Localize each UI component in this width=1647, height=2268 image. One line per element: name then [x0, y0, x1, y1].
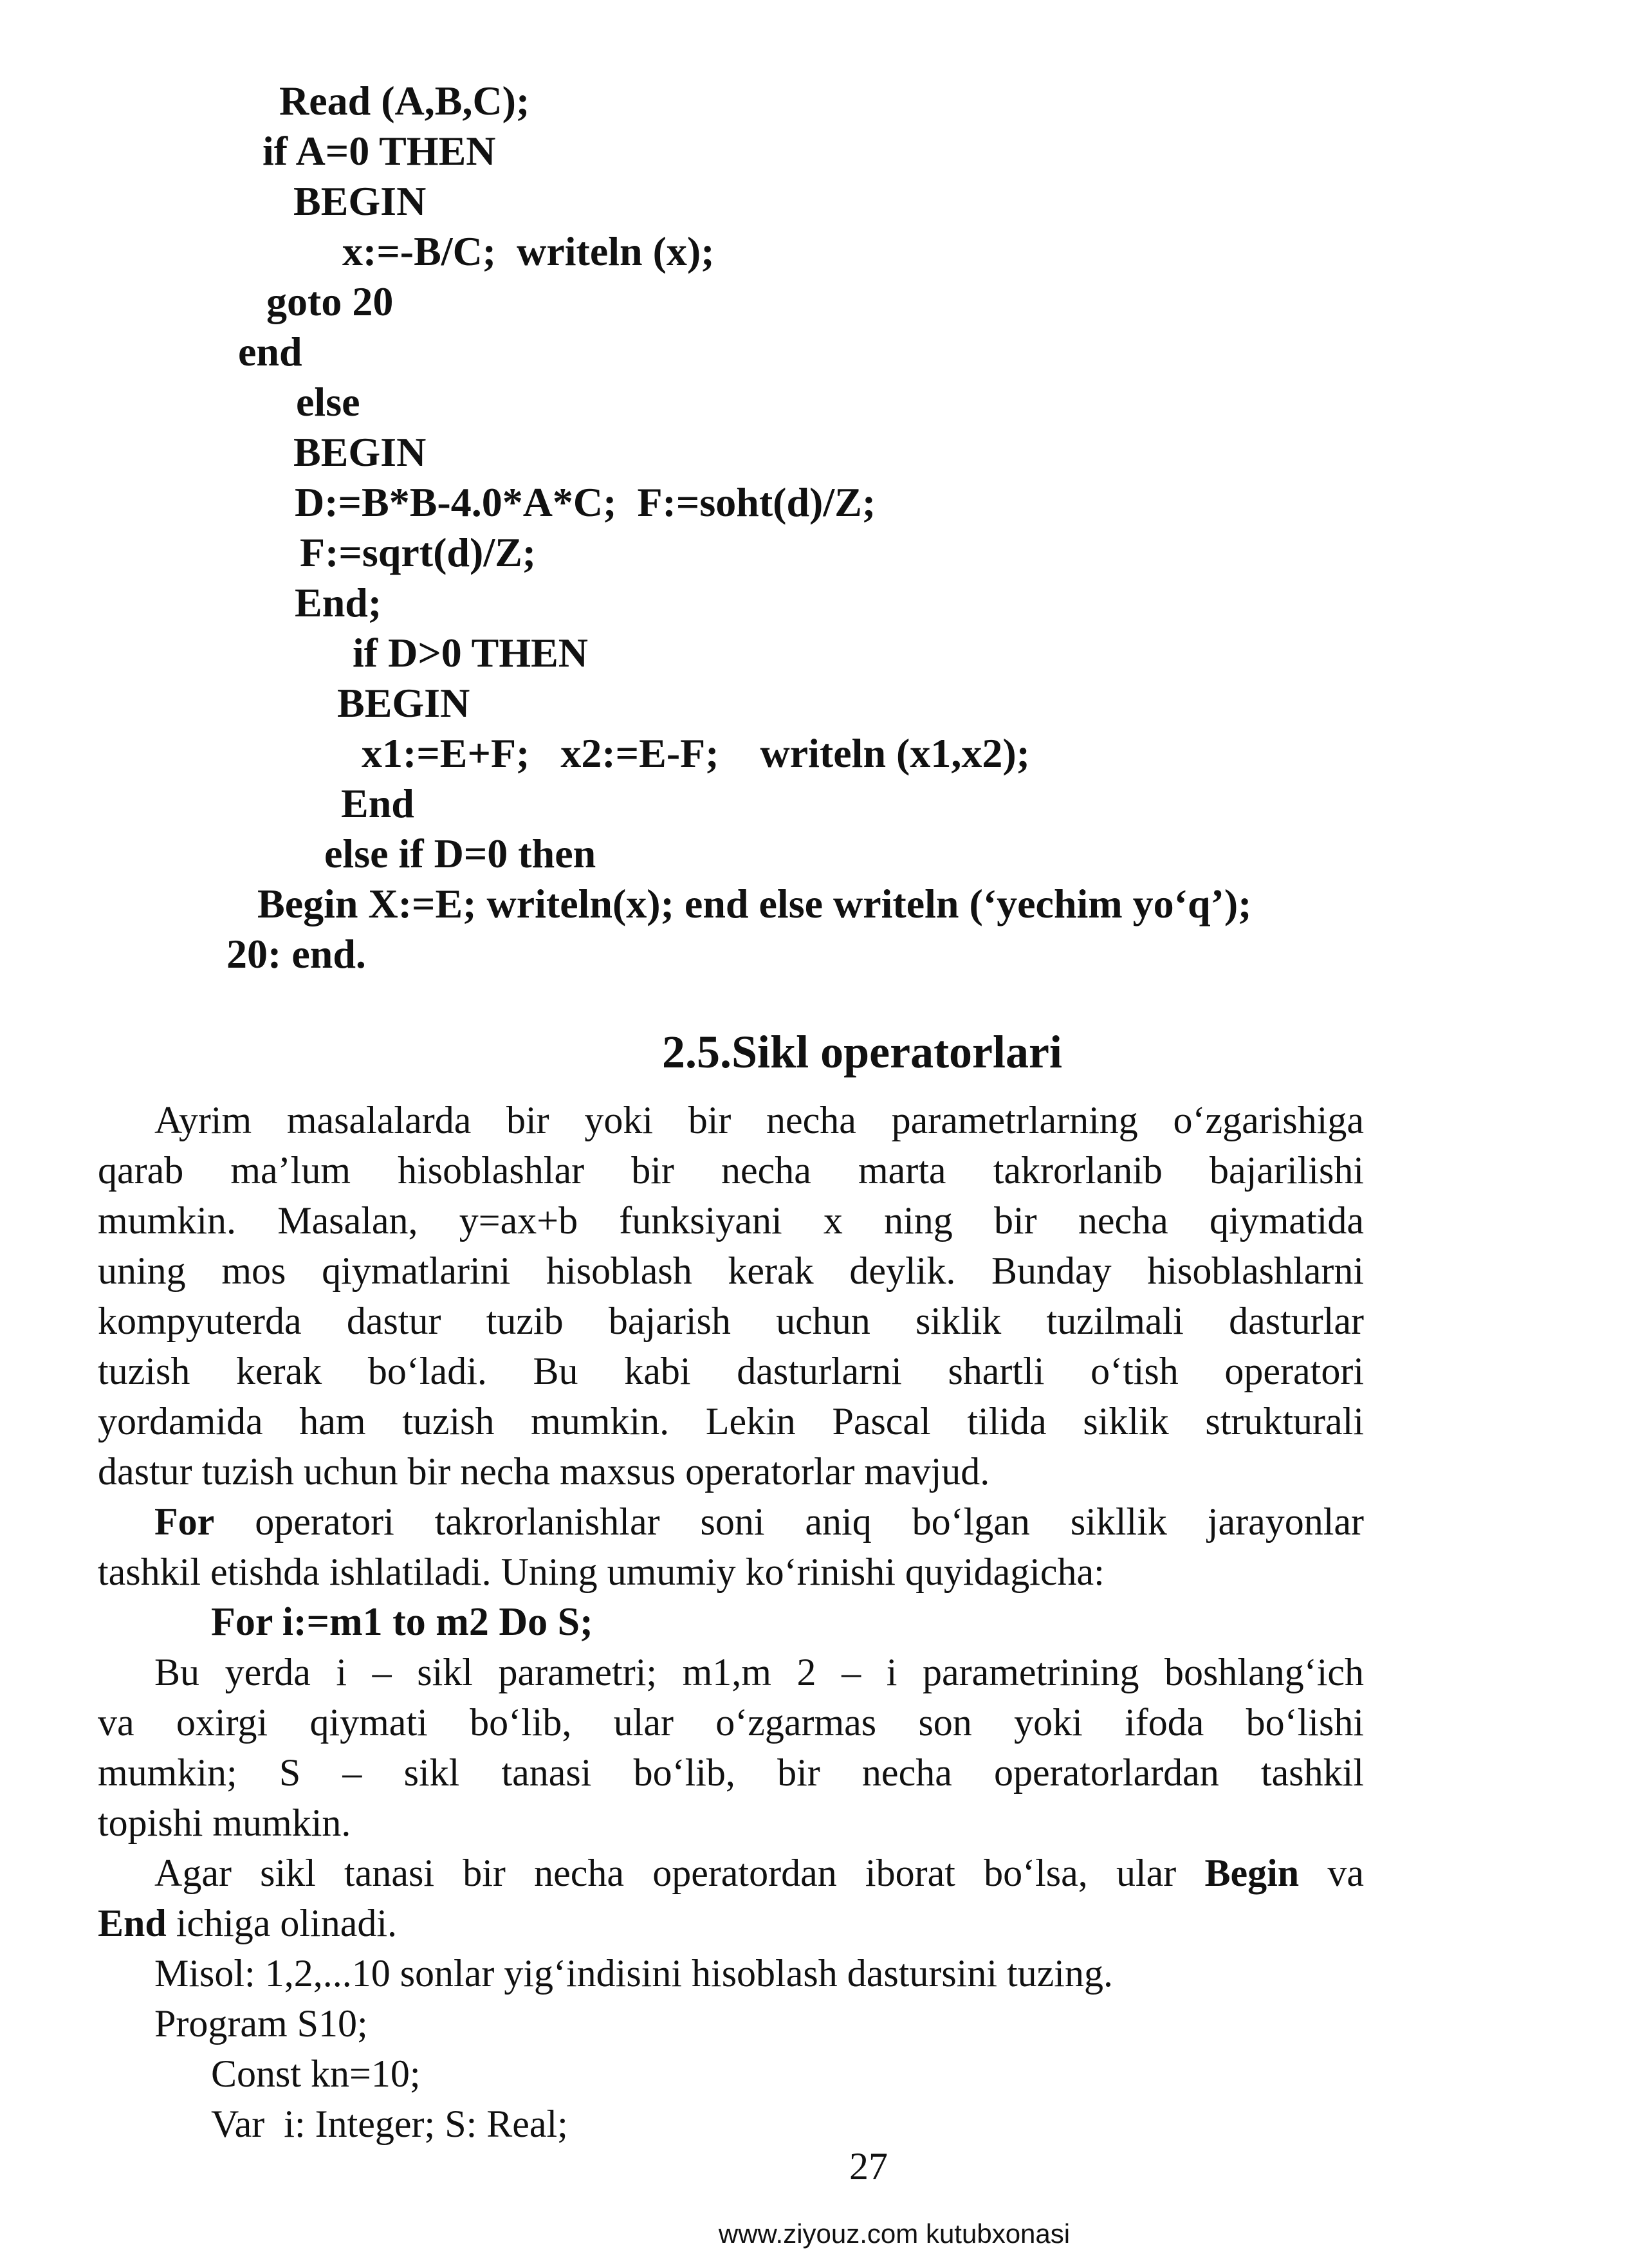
keyword-begin: Begin — [1204, 1852, 1300, 1894]
code-line: BEGIN — [337, 680, 470, 726]
paragraph-line: uning mos qiymatlarini hisoblash kerak deylik. Bunday hisoblashlarni — [98, 1249, 1364, 1292]
paragraph-line: tashkil etishda ishlatiladi. Uning umumiy ko‘rinishi quyidagicha: — [98, 1551, 1105, 1593]
code-line: D:=B*B-4.0*A*C; F:=soht(d)/Z; — [295, 479, 876, 525]
paragraph-intro — [98, 1095, 1364, 1497]
code-line: 20: end. — [226, 931, 366, 977]
code-line: BEGIN — [293, 429, 427, 475]
paragraph-text: ichiga olinadi. — [166, 1902, 398, 1944]
paragraph-line — [98, 1898, 1364, 1948]
paragraph-line: qarab ma’lum hisoblashlar bir necha marta takrorlanib bajarilishi — [98, 1149, 1364, 1192]
code-line: else if D=0 then — [324, 831, 596, 876]
footer-watermark: www.ziyouz.com kutubxonasi — [718, 2218, 1071, 2249]
for-syntax: For i:=m1 to m2 Do S; — [211, 1600, 593, 1644]
code-line: x:=-B/C; writeln (x); — [342, 228, 715, 274]
paragraph-text: Agar sikl tanasi bir necha operatordan iborat bo‘lsa, ular — [154, 1852, 1205, 1894]
code-line: x1:=E+F; x2:=E-F; writeln (x1,x2); — [362, 730, 1030, 776]
code-line: if D>0 THEN — [353, 630, 588, 676]
paragraph-text: operatori takrorlanishlar soni aniq bo‘lgan sikllik jarayonlar — [214, 1500, 1364, 1543]
code-line: if A=0 THEN — [262, 128, 496, 174]
code-line: End — [341, 780, 414, 826]
paragraph-line: dastur tuzish uchun bir necha maxsus operatorlar mavjud. — [98, 1450, 990, 1493]
code-line: end — [238, 329, 302, 374]
paragraph-line: tuzish kerak bo‘ladi. Bu kabi dasturlarni shartli o‘tish operatori — [98, 1350, 1364, 1392]
paragraph-explanation — [98, 1647, 1364, 1848]
paragraph-line: mumkin; S – sikl tanasi bo‘lib, bir necha operatorlardan tashkil — [98, 1751, 1364, 1794]
code-line: End; — [295, 580, 382, 625]
code-line: Begin X:=E; writeln(x); end else writeln (‘yechim yo‘q’); — [257, 881, 1252, 927]
keyword-for: For — [154, 1500, 215, 1543]
paragraph-line: va oxirgi qiymati bo‘lib, ular o‘zgarmas son yoki ifoda bo‘lishi — [98, 1701, 1364, 1744]
page-number: 27 — [849, 2145, 888, 2188]
paragraph-begin-end — [98, 1848, 1364, 1948]
paragraph-line: Ayrim masalalarda bir yoki bir necha parametrlarning o‘zgarishiga — [154, 1099, 1364, 1141]
code-line: Const kn=10; — [211, 2052, 421, 2095]
paragraph-line: topishi mumkin. — [98, 1802, 351, 1844]
code-line: else — [296, 379, 360, 425]
paragraph-line: kompyuterda dastur tuzib bajarish uchun siklik tuzilmali dasturlar — [98, 1300, 1364, 1342]
paragraph-line: mumkin. Masalan, y=ax+b funksiyani x ning bir necha qiymatida — [98, 1199, 1364, 1242]
paragraph-line: Bu yerda i – sikl parametri; m1,m 2 – i parametrining boshlang‘ich — [154, 1651, 1364, 1693]
code-line: Program S10; — [154, 2002, 368, 2045]
code-line: Var i: Integer; S: Real; — [211, 2103, 568, 2145]
code-line: BEGIN — [293, 178, 427, 224]
paragraph-text: va — [1299, 1852, 1365, 1894]
code-line: F:=sqrt(d)/Z; — [300, 530, 537, 575]
keyword-end: End — [98, 1902, 167, 1944]
code-line: Read (A,B,C); — [279, 78, 530, 124]
paragraph-line — [98, 1497, 1364, 1547]
section-heading: 2.5.Sikl operatorlari — [662, 1026, 1062, 1078]
code-line: goto 20 — [266, 279, 394, 324]
example-statement: Misol: 1,2,...10 sonlar yig‘indisini hisoblash dastursini tuzing. — [154, 1952, 1113, 1995]
paragraph-line: yordamida ham tuzish mumkin. Lekin Pascal tilida siklik strukturali — [98, 1400, 1364, 1443]
paragraph-line — [98, 1848, 1364, 1898]
paragraph-for-operator — [98, 1497, 1364, 1597]
